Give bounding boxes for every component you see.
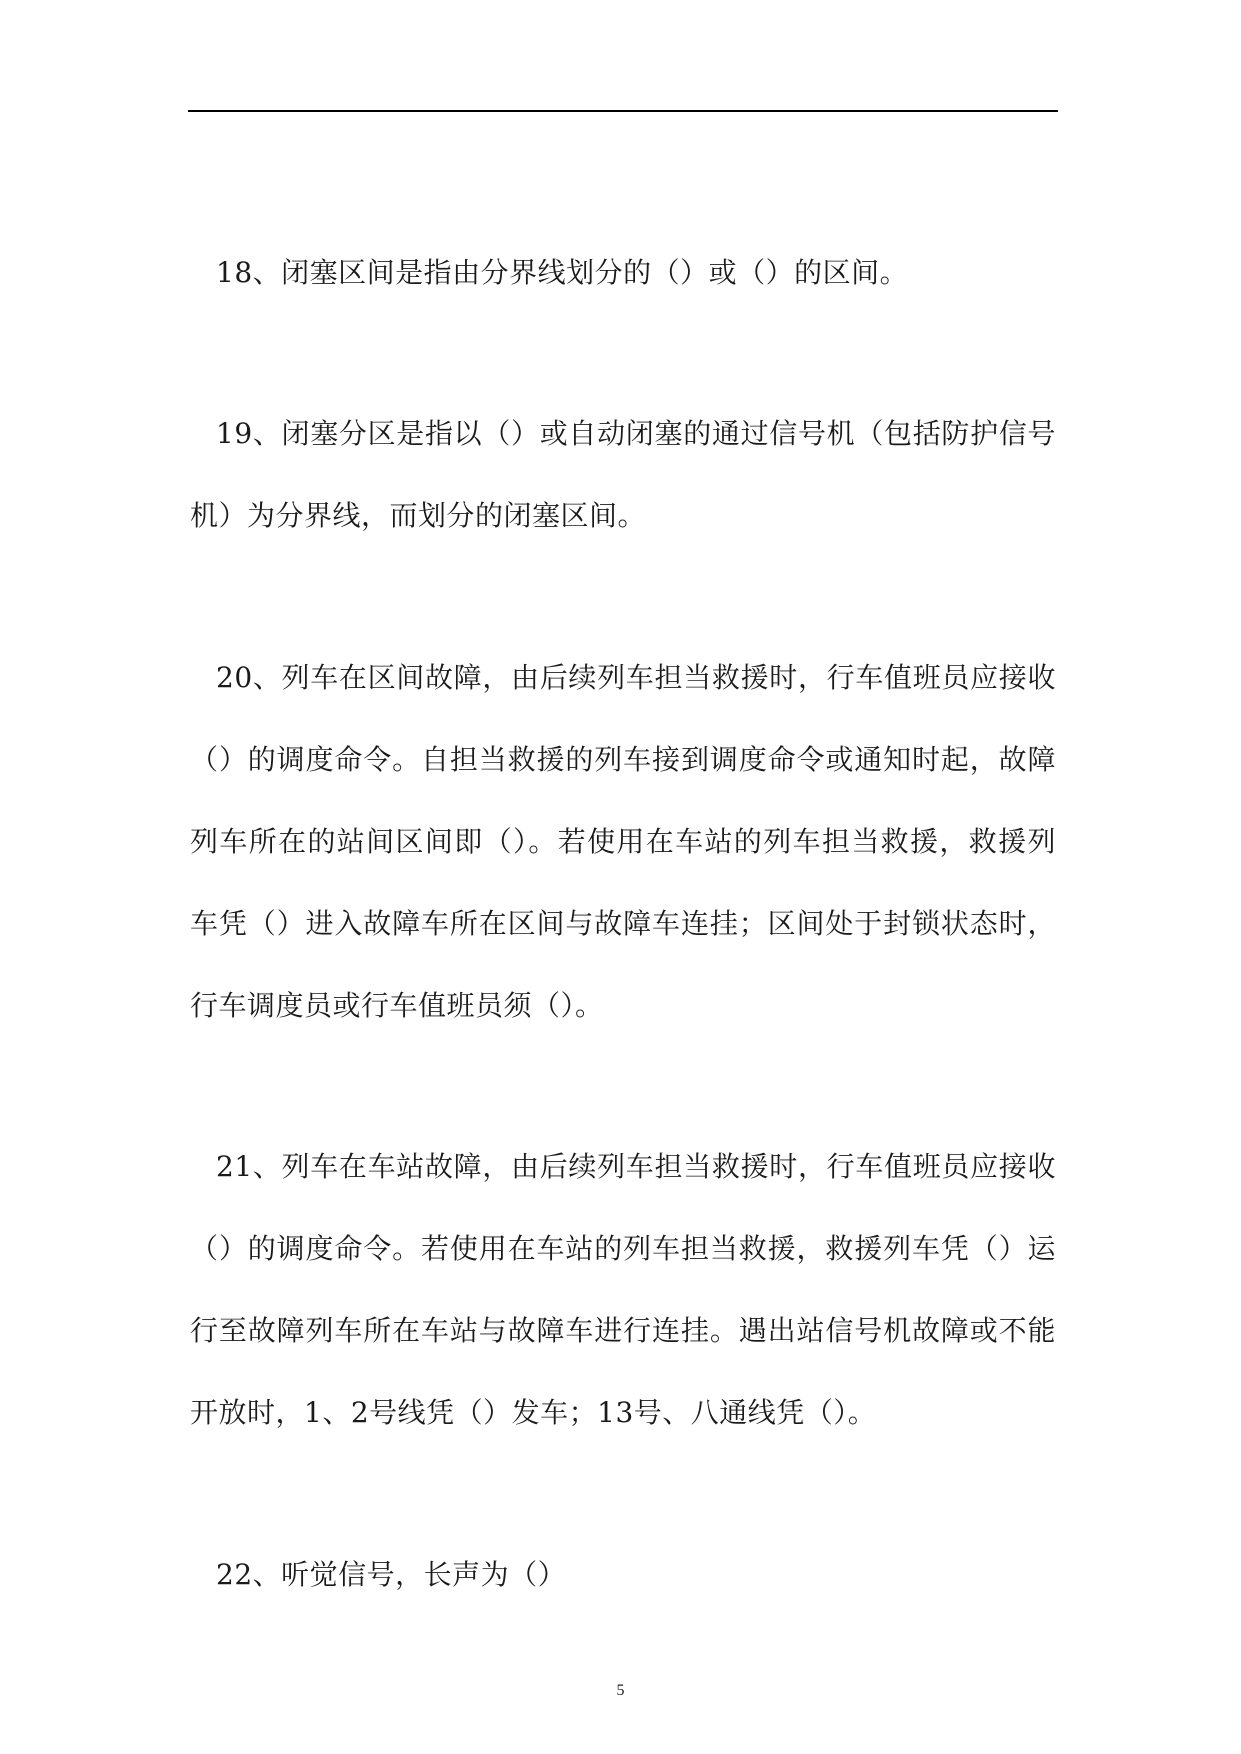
question-21: 21、列车在车站故障，由后续列车担当救援时，行车值班员应接收（）的调度命令。若使用在车站的列车担当救援，救援列车凭（）运行至故障列车所在车站与故障车进行连挂。遇出站信号机故障或不能开放时，1、2号线凭（）发车；13号、八通线凭（）。: [190, 1150, 1056, 1429]
question-19: 19、闭塞分区是指以（）或自动闭塞的通过信号机（包括防护信号机）为分界线，而划分的闭塞区间。: [190, 417, 1056, 532]
question-18: 18、闭塞区间是指由分界线划分的（）或（）的区间。: [216, 256, 909, 289]
question-20: 20、列车在区间故障，由后续列车担当救援时，行车值班员应接收（）的调度命令。自担当救援的列车接到调度命令或通知时起，故障列车所在的站间区间即（）。若使用在车站的列车担当救援，救援列车凭（）进入故障车所在区间与故障车连挂；区间处于封锁状态时，行车调度员或行车值班员须（）。: [190, 661, 1056, 1022]
question-22: 22、听觉信号，长声为（）: [216, 1558, 567, 1591]
page-number: 5: [616, 1682, 625, 1699]
header-rule: [188, 110, 1058, 112]
